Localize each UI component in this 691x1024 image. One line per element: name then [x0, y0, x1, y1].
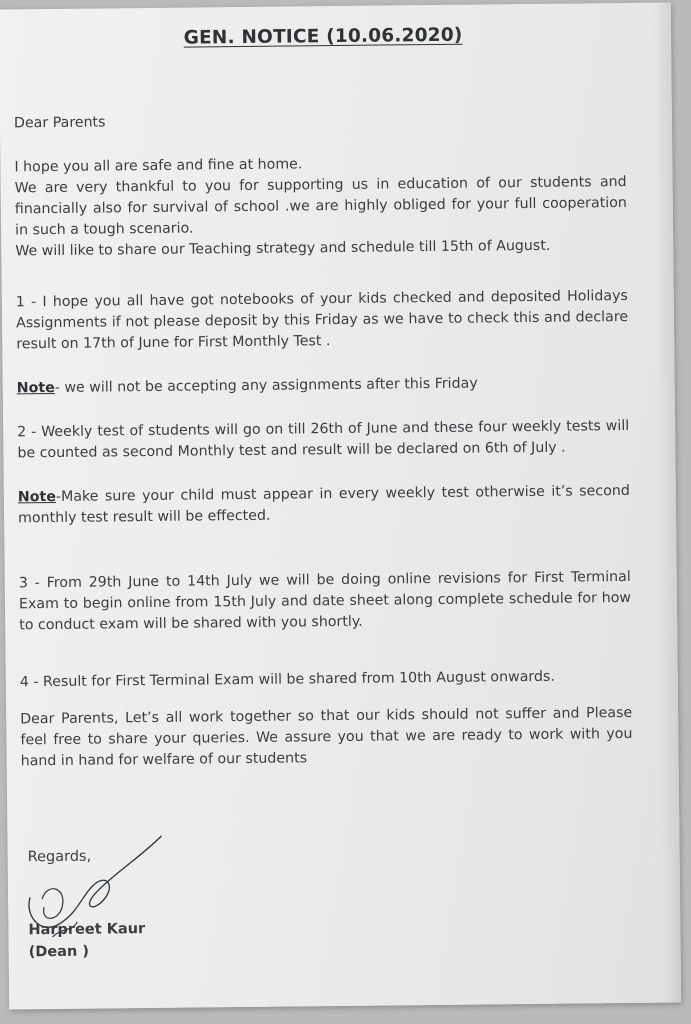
note-1-text: - we will not be accepting any assignments after this Friday: [54, 375, 478, 396]
intro-block: [14, 151, 627, 262]
note-2-label: Note: [17, 488, 57, 506]
signatory: [28, 918, 145, 963]
intro-line-2: We are very thankful to you for supporting us in education of our students and financially also for survival of school .we are highly obliged for your full cooperation in such a tough scenario.: [14, 173, 627, 239]
signatory-name: Harpreet Kaur: [28, 921, 146, 939]
point-1: 1 - I hope you all have got notebooks of your kids checked and deposited Holidays Assignments if not please deposit by this Friday as we have to check this and declare result on 17th of June for First Monthly Test .: [15, 287, 629, 353]
note-2: [18, 481, 630, 529]
signatory-title: (Dean ): [28, 943, 90, 961]
closing-paragraph: Dear Parents, Let’s all work together so that our kids should not suffer and Please feel free to share your queries. We assure you that we are ready to work with you hand in hand for welfare of our students: [20, 704, 633, 770]
regards: Regards,: [27, 848, 92, 866]
point-4: 4 - Result for First Terminal Exam will be shared from 10th August onwards.: [19, 668, 555, 691]
notice-content: [13, 21, 653, 961]
notice-paper: [0, 3, 681, 1010]
intro-line-1: I hope you all are safe and fine at home.: [14, 156, 303, 176]
note-1-label: Note: [16, 379, 55, 397]
intro-line-3: We will like to share our Teaching strategy and schedule till 15th of August.: [15, 237, 551, 260]
paper-shadow: [653, 3, 681, 1003]
greeting: Dear Parents: [13, 114, 106, 132]
notice-title: GEN. NOTICE (10.06.2020): [183, 24, 463, 49]
note-2-text: -Make sure your child must appear in every weekly test otherwise it’s second monthly test result will be effected.: [18, 482, 630, 527]
note-1: [17, 372, 629, 399]
point-3: 3 - From 29th June to 14th July we will be doing online revisions for First Terminal Exam to begin online from 15th July and date sheet along complete schedule for how to conduct exam will be shared with you shortly.: [18, 568, 632, 634]
point-2: 2 - Weekly test of students will go on till 26th of June and these four weekly tests will be counted as second Monthly test and result will be declared on 6th of July .: [17, 417, 630, 462]
